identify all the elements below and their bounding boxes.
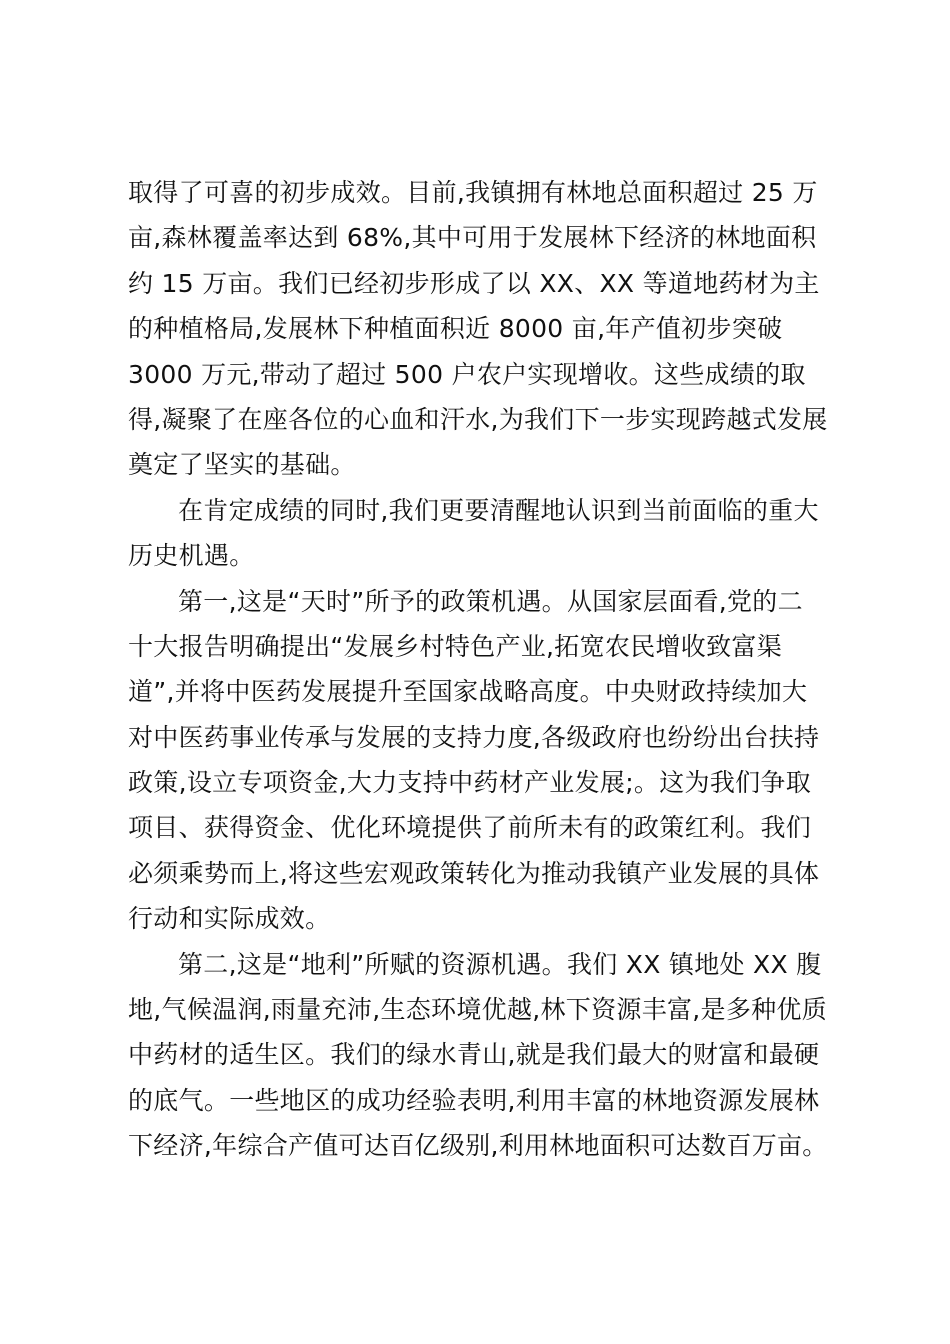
paragraph-resource-opportunity [128,942,838,1169]
text-line: 第一,这是“天时”所予的政策机遇。从国家层面看,党的二 [178,586,803,616]
text-line: 十大报告明确提出“发展乡村特色产业,拓宽农民增收致富渠 [128,631,783,661]
text-line: 取得了可喜的初步成效。目前,我镇拥有林地总面积超过 25 万 [128,178,818,207]
text-line: 下经济,年综合产值可达百亿级别,利用林地面积可达数百万亩。 [128,1131,828,1161]
text-line: 的种植格局,发展林下种植面积近 8000 亩,年产值初步突破 [128,314,783,344]
text-line: 中药材的适生区。我们的绿水青山,就是我们最大的财富和最硬 [128,1040,820,1070]
text-line: 的底气。一些地区的成功经验表明,利用丰富的林地资源发展林 [128,1085,820,1115]
text-line: 对中医药事业传承与发展的支持力度,各级政府也纷纷出台扶持 [128,722,820,752]
text-line: 奠定了坚实的基础。 [128,450,356,480]
text-line: 项目、获得资金、优化环境提供了前所未有的政策红利。我们 [128,813,812,843]
document-body [128,170,838,1169]
paragraph-opportunities-intro [128,488,838,579]
text-line: 地,气候温润,雨量充沛,生态环境优越,林下资源丰富,是多种优质 [128,995,828,1025]
text-line: 历史机遇。 [128,541,255,571]
text-line: 在肯定成绩的同时,我们更要清醒地认识到当前面临的重大 [178,495,819,525]
paragraph-achievements [128,170,838,488]
text-line: 约 15 万亩。我们已经初步形成了以 XX、XX 等道地药材为主 [128,268,820,298]
text-line: 政策,设立专项资金,大力支持中药材产业发展;。这为我们争取 [128,768,812,798]
paragraph-policy-opportunity [128,579,838,942]
text-line: 亩,森林覆盖率达到 68%,其中可用于发展林下经济的林地面积 [128,223,817,253]
text-line: 行动和实际成效。 [128,904,331,934]
text-line: 道”,并将中医药发展提升至国家战略高度。中央财政持续加大 [128,677,808,707]
text-line: 得,凝聚了在座各位的心血和汗水,为我们下一步实现跨越式发展 [128,404,828,434]
text-line: 3000 万元,带动了超过 500 户农户实现增收。这些成绩的取 [128,359,806,389]
text-line: 第二,这是“地利”所赋的资源机遇。我们 XX 镇地处 XX 腹 [178,949,822,979]
text-line: 必须乘势而上,将这些宏观政策转化为推动我镇产业发展的具体 [128,858,820,888]
